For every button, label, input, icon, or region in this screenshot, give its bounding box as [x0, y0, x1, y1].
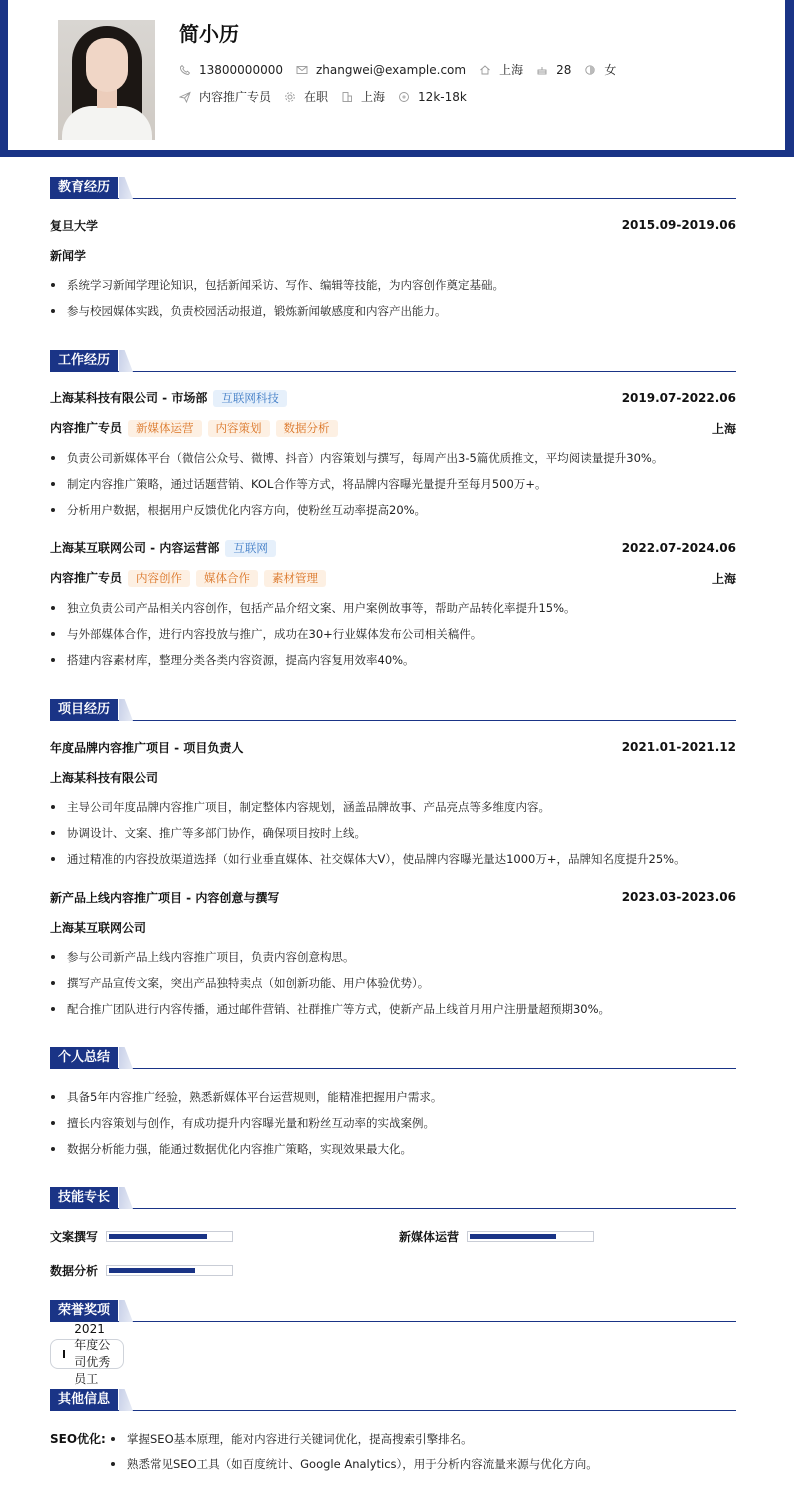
- list-item: 分析用户数据，根据用户反馈优化内容方向，使粉丝互动率提高20%。: [50, 502, 736, 518]
- company-name: 上海某互联网公司 - 内容运营部: [50, 541, 220, 555]
- skills-section: [50, 1187, 736, 1278]
- period: 2023.03-2023.06: [621, 890, 736, 904]
- education-section: [50, 177, 736, 318]
- phone-value: 13800000000: [199, 62, 283, 77]
- email-value: zhangwei@example.com: [315, 62, 467, 77]
- skill-tag: 新媒体运营: [128, 420, 202, 437]
- section-title: 技能专长: [50, 1187, 118, 1209]
- age-value: 28: [556, 62, 572, 77]
- major: 新闻学: [50, 248, 87, 263]
- building-icon: [341, 91, 353, 103]
- skill-tag: 内容创作: [128, 570, 190, 587]
- list-item: 撰写产品宣传文案，突出产品独特卖点（如创新功能、用户体验优势）。: [50, 975, 736, 991]
- section-title: 教育经历: [50, 177, 118, 199]
- profile-photo: [58, 20, 155, 140]
- project-company: 上海某科技有限公司: [50, 770, 159, 785]
- honors-section: [50, 1300, 736, 1386]
- skill-tag: 内容策划: [208, 420, 270, 437]
- project-name: 年度品牌内容推广项目 - 项目负责人: [50, 740, 244, 755]
- period: 2022.07-2024.06: [621, 541, 736, 555]
- industry-tag: 互联网科技: [213, 390, 287, 407]
- company-name: 上海某科技有限公司 - 市场部: [50, 391, 208, 405]
- city: 上海: [711, 421, 736, 436]
- position: 内容推广专员: [50, 571, 123, 585]
- email-icon: [296, 64, 308, 76]
- contact-row: [179, 61, 629, 78]
- city: 上海: [711, 571, 736, 586]
- target-city-value: 上海: [361, 90, 386, 104]
- projects-section: [50, 699, 736, 1016]
- skill-tag: 素材管理: [264, 570, 326, 587]
- skill-tag: 媒体合作: [196, 570, 258, 587]
- skill-item: [50, 1228, 233, 1245]
- award-badge: [50, 1321, 124, 1386]
- work-section: [50, 350, 736, 667]
- position: 内容推广专员: [50, 421, 123, 435]
- skill-bar-fill: [470, 1234, 556, 1239]
- phone-icon: [179, 64, 191, 76]
- square-bullet-icon: [63, 1350, 65, 1358]
- other-section: [50, 1389, 736, 1471]
- location-value: 上海: [499, 63, 524, 77]
- industry-tag: 互联网: [225, 540, 276, 557]
- list-item: 掌握SEO基本原理，能对内容进行关键词优化，提高搜索引擎排名。: [110, 1431, 710, 1447]
- list-item: 配合推广团队进行内容传播，通过邮件营销、社群推广等方式，使新产品上线首月用户注册量超预期30%。: [50, 1001, 736, 1017]
- award-name: 2021年度公司优秀员工: [74, 1321, 111, 1386]
- skill-bar-fill: [109, 1268, 195, 1273]
- header-frame-bottom: [0, 150, 794, 157]
- send-icon: [179, 91, 191, 103]
- skill-bar: [467, 1231, 594, 1242]
- school-name: 复旦大学: [50, 218, 99, 233]
- list-item: 搭建内容素材库，整理分类各类内容资源，提高内容复用效率40%。: [50, 652, 736, 668]
- header-frame-right: [785, 0, 794, 157]
- header-frame-left: [0, 0, 8, 157]
- period: 2021.01-2021.12: [621, 740, 736, 754]
- list-item: 参与公司新产品上线内容推广项目，负责内容创意构思。: [50, 949, 736, 965]
- candidate-name: 简小历: [179, 22, 239, 46]
- skill-bar: [106, 1231, 233, 1242]
- job-intent-row: [179, 88, 480, 105]
- job-target-value: 内容推广专员: [199, 90, 272, 104]
- period: 2019.07-2022.06: [621, 391, 736, 405]
- gender-icon: [584, 64, 596, 76]
- list-item: 具备5年内容推广经验，熟悉新媒体平台运营规则，能精准把握用户需求。: [50, 1089, 736, 1105]
- list-item: 负责公司新媒体平台（微信公众号、微博、抖音）内容策划与撰写，每周产出3-5篇优质推文，平均阅读量提升30%。: [50, 450, 736, 466]
- list-item: 擅长内容策划与创作，有成功提升内容曝光量和粉丝互动率的实战案例。: [50, 1115, 736, 1131]
- list-item: 协调设计、文案、推广等多部门协作，确保项目按时上线。: [50, 825, 736, 841]
- skill-bar-fill: [109, 1234, 207, 1239]
- summary-section: [50, 1047, 736, 1156]
- coin-icon: [398, 91, 410, 103]
- list-item: 系统学习新闻学理论知识，包括新闻采访、写作、编辑等技能，为内容创作奠定基础。: [50, 277, 736, 293]
- section-title: 荣誉奖项: [50, 1300, 118, 1322]
- skill-item: [399, 1228, 594, 1245]
- list-item: 制定内容推广策略，通过话题营销、KOL合作等方式，将品牌内容曝光量提升至每月500万+。: [50, 476, 736, 492]
- list-item: 数据分析能力强，能通过数据优化内容推广策略，实现效果最大化。: [50, 1141, 736, 1157]
- period: 2015.09-2019.06: [621, 218, 736, 232]
- skill-name: 文案撰写: [50, 1230, 99, 1244]
- skill-item: [50, 1262, 233, 1279]
- section-title: 工作经历: [50, 350, 118, 372]
- section-title: 其他信息: [50, 1389, 118, 1411]
- list-item: 与外部媒体合作，进行内容投放与推广，成功在30+行业媒体发布公司相关稿件。: [50, 626, 736, 642]
- cake-icon: [536, 64, 548, 76]
- list-item: 熟悉常见SEO工具（如百度统计、Google Analytics），用于分析内容流量来源与优化方向。: [110, 1456, 710, 1472]
- section-title: 个人总结: [50, 1047, 118, 1069]
- list-item: 主导公司年度品牌内容推广项目，制定整体内容规划，涵盖品牌故事、产品亮点等多维度内容。: [50, 799, 736, 815]
- project-name: 新产品上线内容推广项目 - 内容创意与撰写: [50, 890, 280, 905]
- list-item: 参与校园媒体实践，负责校园活动报道，锻炼新闻敏感度和内容产出能力。: [50, 303, 736, 319]
- list-item: 独立负责公司产品相关内容创作，包括产品介绍文案、用户案例故事等，帮助产品转化率提升15%。: [50, 600, 736, 616]
- skill-bar: [106, 1265, 233, 1276]
- other-label: SEO优化:: [50, 1431, 106, 1446]
- salary-value: 12k-18k: [418, 89, 467, 104]
- skill-name: 数据分析: [50, 1264, 99, 1278]
- gender-value: 女: [604, 63, 617, 77]
- project-company: 上海某互联网公司: [50, 920, 147, 935]
- list-item: 通过精准的内容投放渠道选择（如行业垂直媒体、社交媒体大V），使品牌内容曝光量达1000万+，品牌知名度提升25%。: [50, 851, 736, 867]
- status-value: 在职: [304, 90, 329, 104]
- gear-icon: [284, 91, 296, 103]
- skill-tag: 数据分析: [276, 420, 338, 437]
- skill-name: 新媒体运营: [399, 1230, 460, 1244]
- home-icon: [479, 64, 491, 76]
- section-title: 项目经历: [50, 699, 118, 721]
